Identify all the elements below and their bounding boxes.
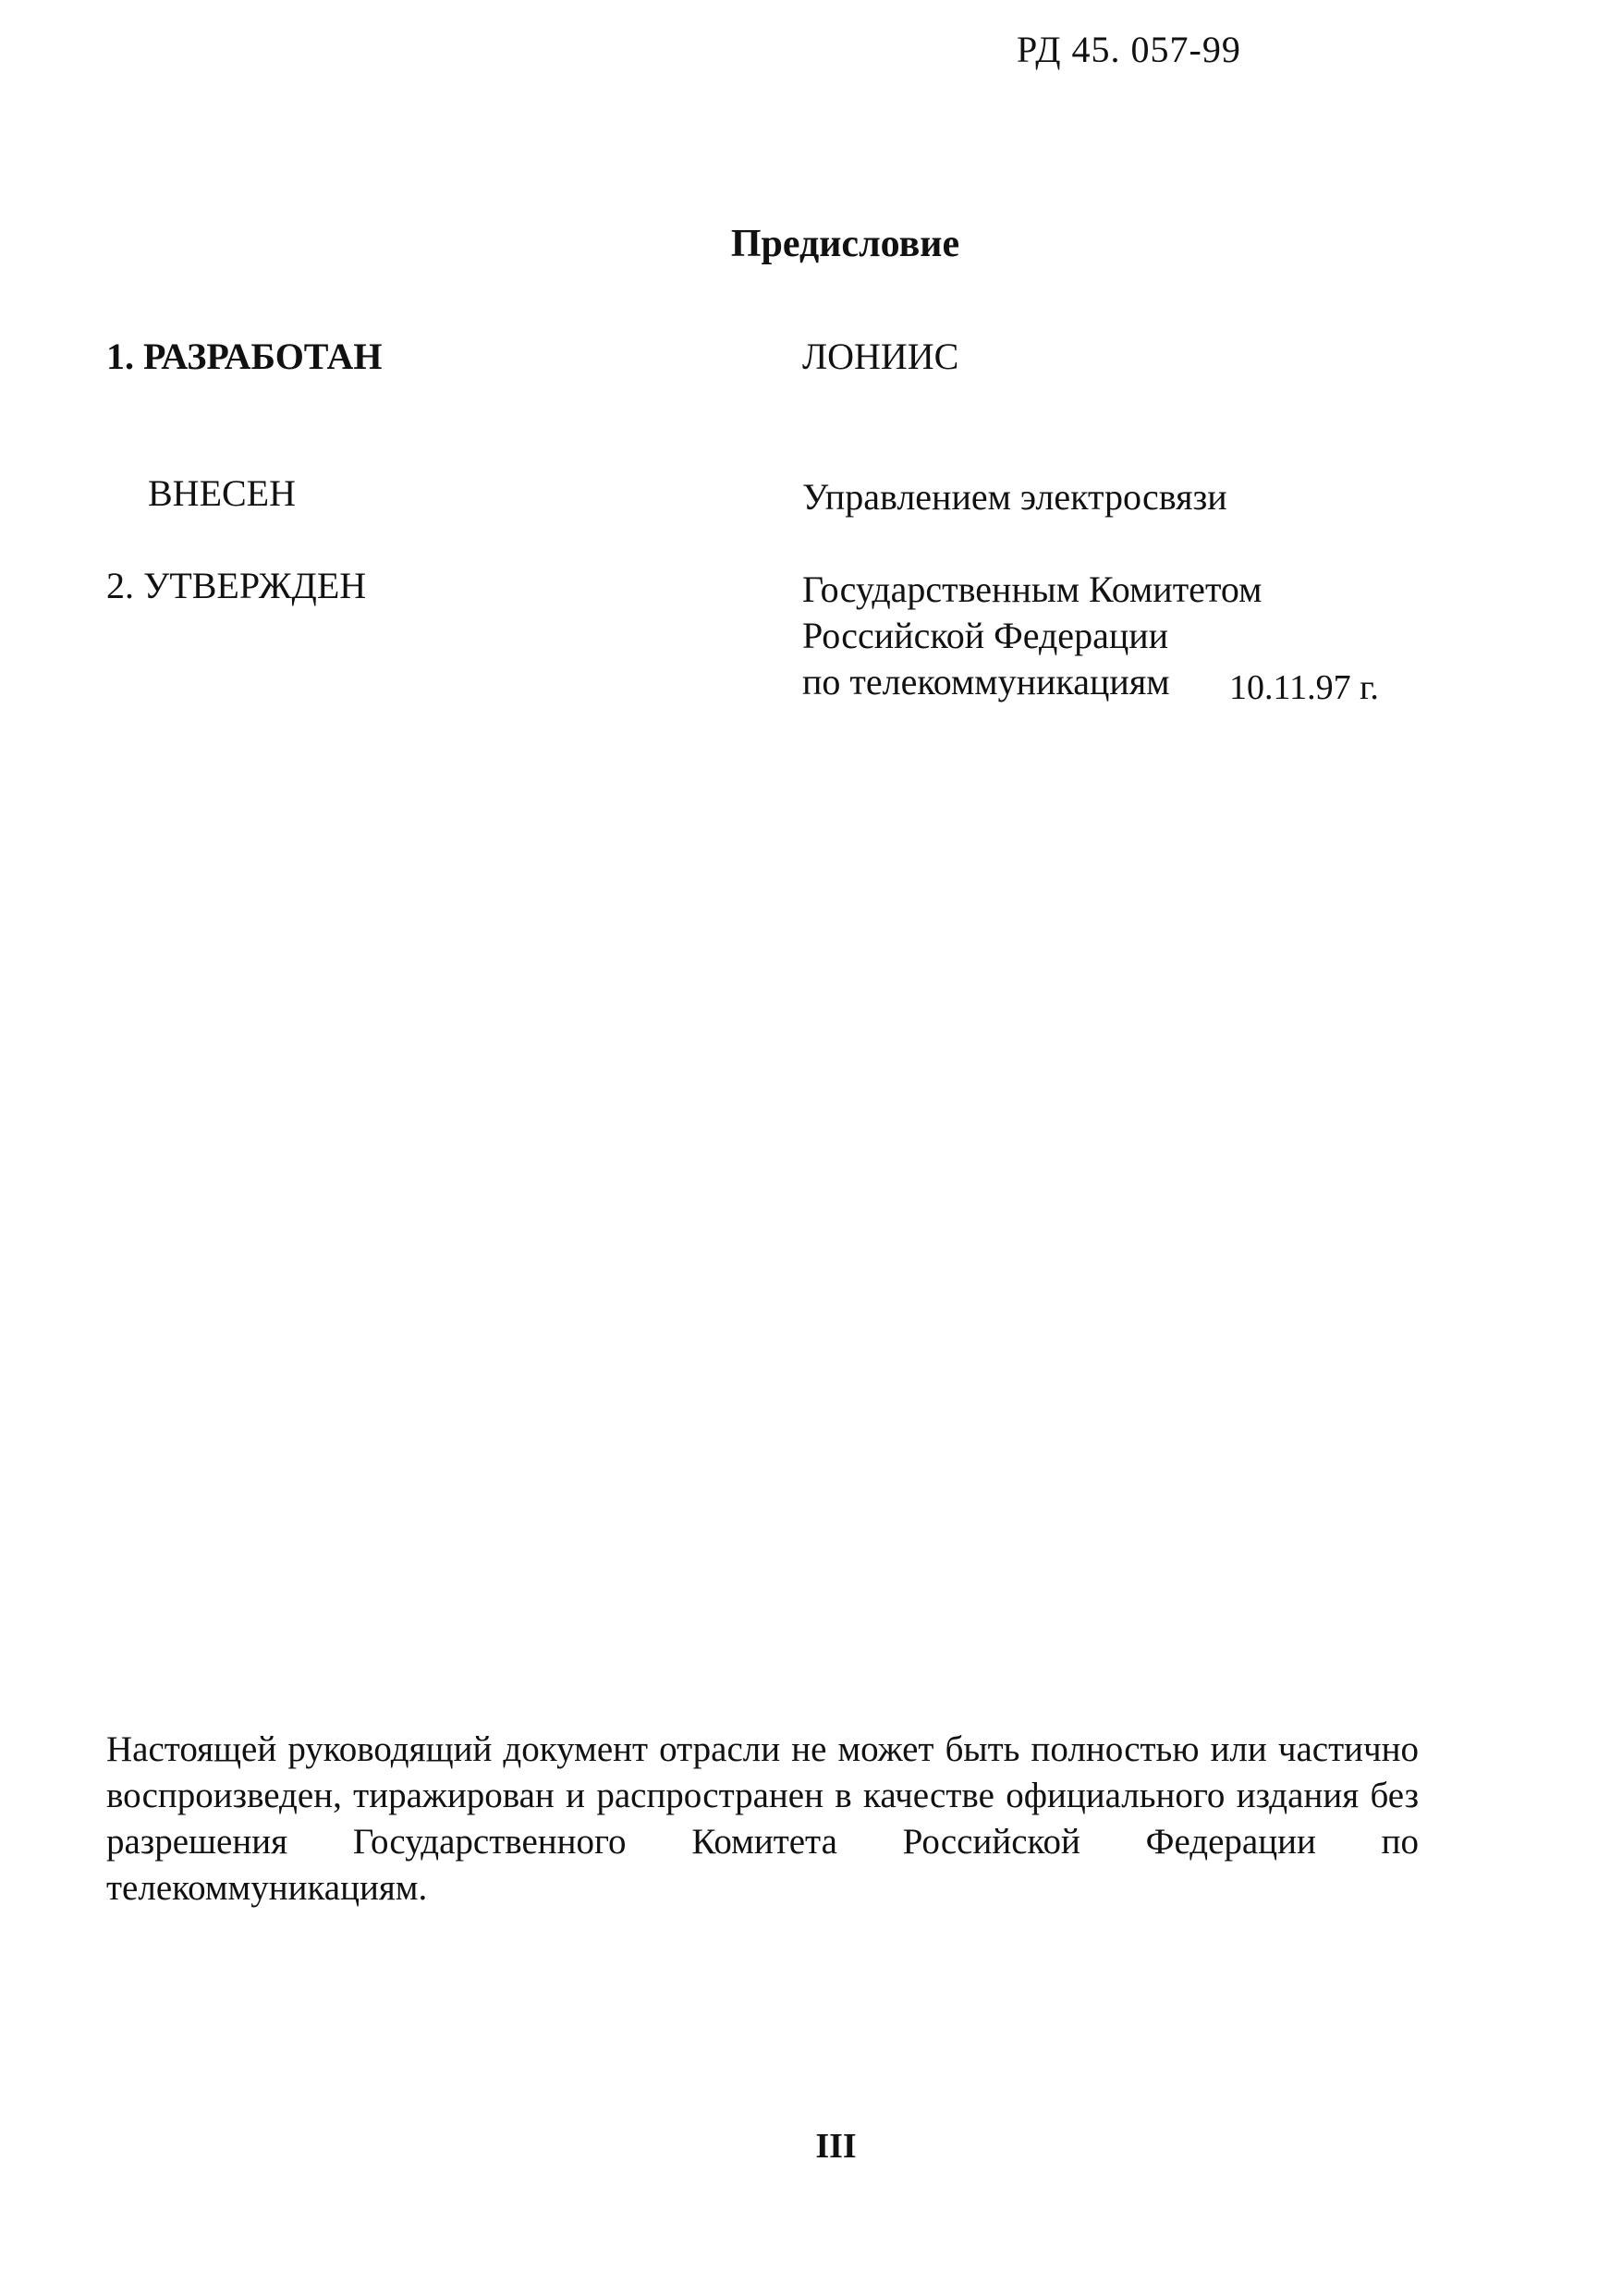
entry-value-introduced: Управлением электросвязи [802, 476, 1227, 518]
entry-value-approved-line2: Российской Федерации [802, 615, 1169, 656]
page-number: III [815, 2127, 857, 2166]
copyright-notice: Настоящей руководящий документ отрасли не может быть полностью или частично воспроизведен, тиражирован и распространен в качестве официального издания без разрешения Государственного Комитета Российской Федерации по телекоммуникациям. [106, 1729, 1419, 1908]
entry-label-developed: 1. РАЗРАБОТАН [106, 336, 383, 377]
entry-value-developed: ЛОНИИС [802, 336, 959, 377]
page-title: Предисловие [730, 223, 960, 265]
approval-date: 10.11.97 г. [1229, 668, 1379, 707]
entry-label-introduced: ВНЕСЕН [148, 472, 296, 514]
document-code: РД 45. 057-99 [1017, 29, 1241, 70]
entry-value-approved-line3: по телекоммуникациям [802, 661, 1170, 702]
entry-label-approved: 2. УТВЕРЖДЕН [106, 565, 367, 606]
entry-value-approved-line1: Государственным Комитетом [802, 568, 1263, 610]
